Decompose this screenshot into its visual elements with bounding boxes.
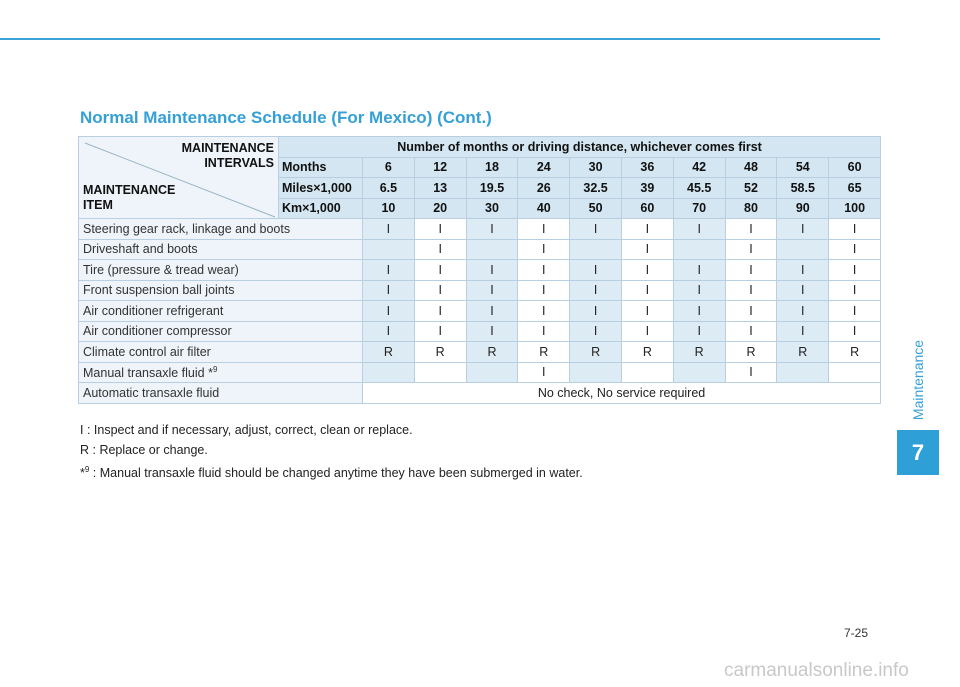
schedule-cell <box>673 362 725 383</box>
schedule-cell <box>363 362 415 383</box>
schedule-cell: R <box>466 342 518 363</box>
interval-value: 12 <box>414 157 466 178</box>
schedule-cell: R <box>673 342 725 363</box>
corner-bottom-line-2: ITEM <box>83 198 113 212</box>
interval-value: 30 <box>466 198 518 219</box>
interval-value: 30 <box>570 157 622 178</box>
schedule-cell: I <box>414 321 466 342</box>
schedule-cell: I <box>673 321 725 342</box>
interval-label: Months <box>279 157 363 178</box>
maintenance-item-label: Automatic transaxle fluid <box>83 385 220 400</box>
schedule-cell-span: No check, No service required <box>363 383 881 404</box>
schedule-cell: I <box>777 301 829 322</box>
schedule-cell: I <box>829 280 881 301</box>
schedule-cell: I <box>621 301 673 322</box>
maintenance-item-label: Air conditioner refrigerant <box>83 303 224 318</box>
interval-value: 42 <box>673 157 725 178</box>
schedule-cell: R <box>725 342 777 363</box>
maintenance-item <box>79 342 363 363</box>
legend-replace: R : Replace or change. <box>80 442 208 457</box>
corner-intervals-label <box>182 141 274 171</box>
interval-value: 70 <box>673 198 725 219</box>
interval-value: 6 <box>363 157 415 178</box>
interval-value: 100 <box>829 198 881 219</box>
interval-value: 24 <box>518 157 570 178</box>
chapter-number: 7 <box>911 439 925 465</box>
schedule-cell: I <box>673 260 725 281</box>
interval-label: Miles×1,000 <box>279 178 363 199</box>
schedule-cell: I <box>673 301 725 322</box>
schedule-cell: I <box>363 301 415 322</box>
schedule-cell: I <box>518 301 570 322</box>
corner-bottom-line-1: MAINTENANCE <box>83 183 176 197</box>
maintenance-item <box>79 301 363 322</box>
schedule-cell: I <box>725 362 777 383</box>
schedule-cell: I <box>725 301 777 322</box>
schedule-cell: I <box>466 219 518 240</box>
corner-top-line-1: MAINTENANCE <box>181 141 274 155</box>
schedule-cell: I <box>829 321 881 342</box>
maintenance-item <box>79 219 363 240</box>
schedule-cell: I <box>621 239 673 260</box>
schedule-cell: R <box>621 342 673 363</box>
interval-value: 36 <box>621 157 673 178</box>
schedule-cell: I <box>414 219 466 240</box>
interval-value: 18 <box>466 157 518 178</box>
header-title: Number of months or driving distance, whichever comes first <box>279 137 881 158</box>
legend-inspect: I : Inspect and if necessary, adjust, correct, clean or replace. <box>80 423 413 437</box>
schedule-cell <box>777 239 829 260</box>
watermark: carmanualsonline.info <box>724 660 909 681</box>
schedule-cell: R <box>570 342 622 363</box>
schedule-cell: I <box>466 321 518 342</box>
maintenance-item-label: Air conditioner compressor <box>83 324 232 339</box>
schedule-cell <box>621 362 673 383</box>
maintenance-item <box>79 362 363 383</box>
maintenance-item-label: Climate control air filter <box>83 344 211 359</box>
corner-top-line-2: INTERVALS <box>204 156 274 170</box>
interval-label: Km×1,000 <box>279 198 363 219</box>
schedule-cell: I <box>829 219 881 240</box>
schedule-cell: I <box>777 321 829 342</box>
schedule-cell: I <box>725 280 777 301</box>
schedule-cell: I <box>466 280 518 301</box>
schedule-cell: I <box>466 260 518 281</box>
table-row <box>79 342 881 363</box>
legend <box>80 421 583 484</box>
schedule-cell: I <box>777 260 829 281</box>
chapter-tab <box>897 430 939 475</box>
schedule-cell: I <box>829 301 881 322</box>
schedule-cell: R <box>414 342 466 363</box>
interval-value: 13 <box>414 178 466 199</box>
schedule-cell: I <box>518 219 570 240</box>
schedule-cell: R <box>829 342 881 363</box>
maintenance-item-label: Driveshaft and boots <box>83 242 198 257</box>
schedule-cell: I <box>673 280 725 301</box>
schedule-cell <box>673 239 725 260</box>
interval-value: 6.5 <box>363 178 415 199</box>
maintenance-item <box>79 321 363 342</box>
schedule-cell: I <box>621 260 673 281</box>
maintenance-item-label: Steering gear rack, linkage and boots <box>83 221 291 236</box>
schedule-cell: I <box>725 260 777 281</box>
interval-value: 40 <box>518 198 570 219</box>
footnote-text: : Manual transaxle fluid should be changed anytime they have been submerged in water. <box>89 466 583 481</box>
schedule-cell: I <box>777 219 829 240</box>
table-row <box>79 383 881 404</box>
schedule-cell <box>414 362 466 383</box>
schedule-cell: I <box>570 280 622 301</box>
maintenance-item <box>79 260 363 281</box>
schedule-cell: I <box>725 321 777 342</box>
schedule-cell <box>829 362 881 383</box>
interval-value: 19.5 <box>466 178 518 199</box>
schedule-cell: I <box>466 301 518 322</box>
maintenance-item-label: Manual transaxle fluid * <box>83 365 213 380</box>
table-row <box>79 239 881 260</box>
schedule-cell: I <box>518 260 570 281</box>
side-tab-label-text: Maintenance <box>910 339 926 421</box>
schedule-cell <box>466 239 518 260</box>
interval-value: 65 <box>829 178 881 199</box>
interval-value: 20 <box>414 198 466 219</box>
interval-value: 26 <box>518 178 570 199</box>
schedule-cell: I <box>363 280 415 301</box>
schedule-cell: R <box>363 342 415 363</box>
schedule-cell: I <box>414 301 466 322</box>
schedule-cell: I <box>777 280 829 301</box>
schedule-cell: I <box>363 321 415 342</box>
schedule-cell: I <box>414 260 466 281</box>
maintenance-item <box>79 239 363 260</box>
table-row <box>79 219 881 240</box>
schedule-cell <box>777 362 829 383</box>
maintenance-item <box>79 280 363 301</box>
maintenance-item-label: Tire (pressure & tread wear) <box>83 262 239 277</box>
legend-footnote <box>80 460 583 484</box>
table-row <box>79 362 881 383</box>
schedule-cell: I <box>570 260 622 281</box>
interval-value: 45.5 <box>673 178 725 199</box>
maintenance-schedule-table <box>78 136 881 404</box>
schedule-cell <box>466 362 518 383</box>
schedule-cell <box>570 239 622 260</box>
schedule-cell: I <box>518 321 570 342</box>
side-tab-label <box>902 330 934 430</box>
schedule-cell: I <box>570 321 622 342</box>
corner-item-label <box>83 183 175 213</box>
interval-value: 48 <box>725 157 777 178</box>
interval-value: 58.5 <box>777 178 829 199</box>
table-row <box>79 280 881 301</box>
interval-value: 54 <box>777 157 829 178</box>
schedule-cell: I <box>570 219 622 240</box>
section-title: Normal Maintenance Schedule (For Mexico) (Cont.) <box>80 108 492 127</box>
footnote-marker: 9 <box>212 364 218 374</box>
header-corner <box>79 137 279 219</box>
maintenance-item-label: Front suspension ball joints <box>83 283 235 298</box>
schedule-cell: I <box>621 219 673 240</box>
table-row <box>79 260 881 281</box>
schedule-cell: I <box>829 260 881 281</box>
interval-value: 60 <box>621 198 673 219</box>
page-number: 7-25 <box>844 626 869 640</box>
schedule-cell: I <box>414 280 466 301</box>
schedule-cell: I <box>725 219 777 240</box>
schedule-cell: I <box>518 362 570 383</box>
schedule-cell <box>570 362 622 383</box>
schedule-cell: I <box>621 280 673 301</box>
maintenance-item <box>79 383 363 404</box>
table-row <box>79 321 881 342</box>
schedule-cell: R <box>777 342 829 363</box>
schedule-cell: I <box>673 219 725 240</box>
interval-value: 10 <box>363 198 415 219</box>
interval-value: 80 <box>725 198 777 219</box>
schedule-cell <box>363 239 415 260</box>
schedule-cell: I <box>518 239 570 260</box>
schedule-cell: I <box>518 280 570 301</box>
interval-value: 52 <box>725 178 777 199</box>
table-row <box>79 301 881 322</box>
schedule-cell: I <box>414 239 466 260</box>
interval-value: 60 <box>829 157 881 178</box>
schedule-cell: I <box>725 239 777 260</box>
interval-value: 39 <box>621 178 673 199</box>
interval-value: 90 <box>777 198 829 219</box>
footnote-star: * <box>80 466 85 481</box>
schedule-cell: R <box>518 342 570 363</box>
interval-value: 32.5 <box>570 178 622 199</box>
schedule-cell: I <box>363 219 415 240</box>
footnote-sup: 9 <box>84 465 90 474</box>
schedule-cell: I <box>829 239 881 260</box>
schedule-cell: I <box>363 260 415 281</box>
schedule-cell: I <box>621 321 673 342</box>
schedule-cell: I <box>570 301 622 322</box>
header-title-row <box>79 137 881 158</box>
top-rule <box>0 38 880 40</box>
interval-value: 50 <box>570 198 622 219</box>
